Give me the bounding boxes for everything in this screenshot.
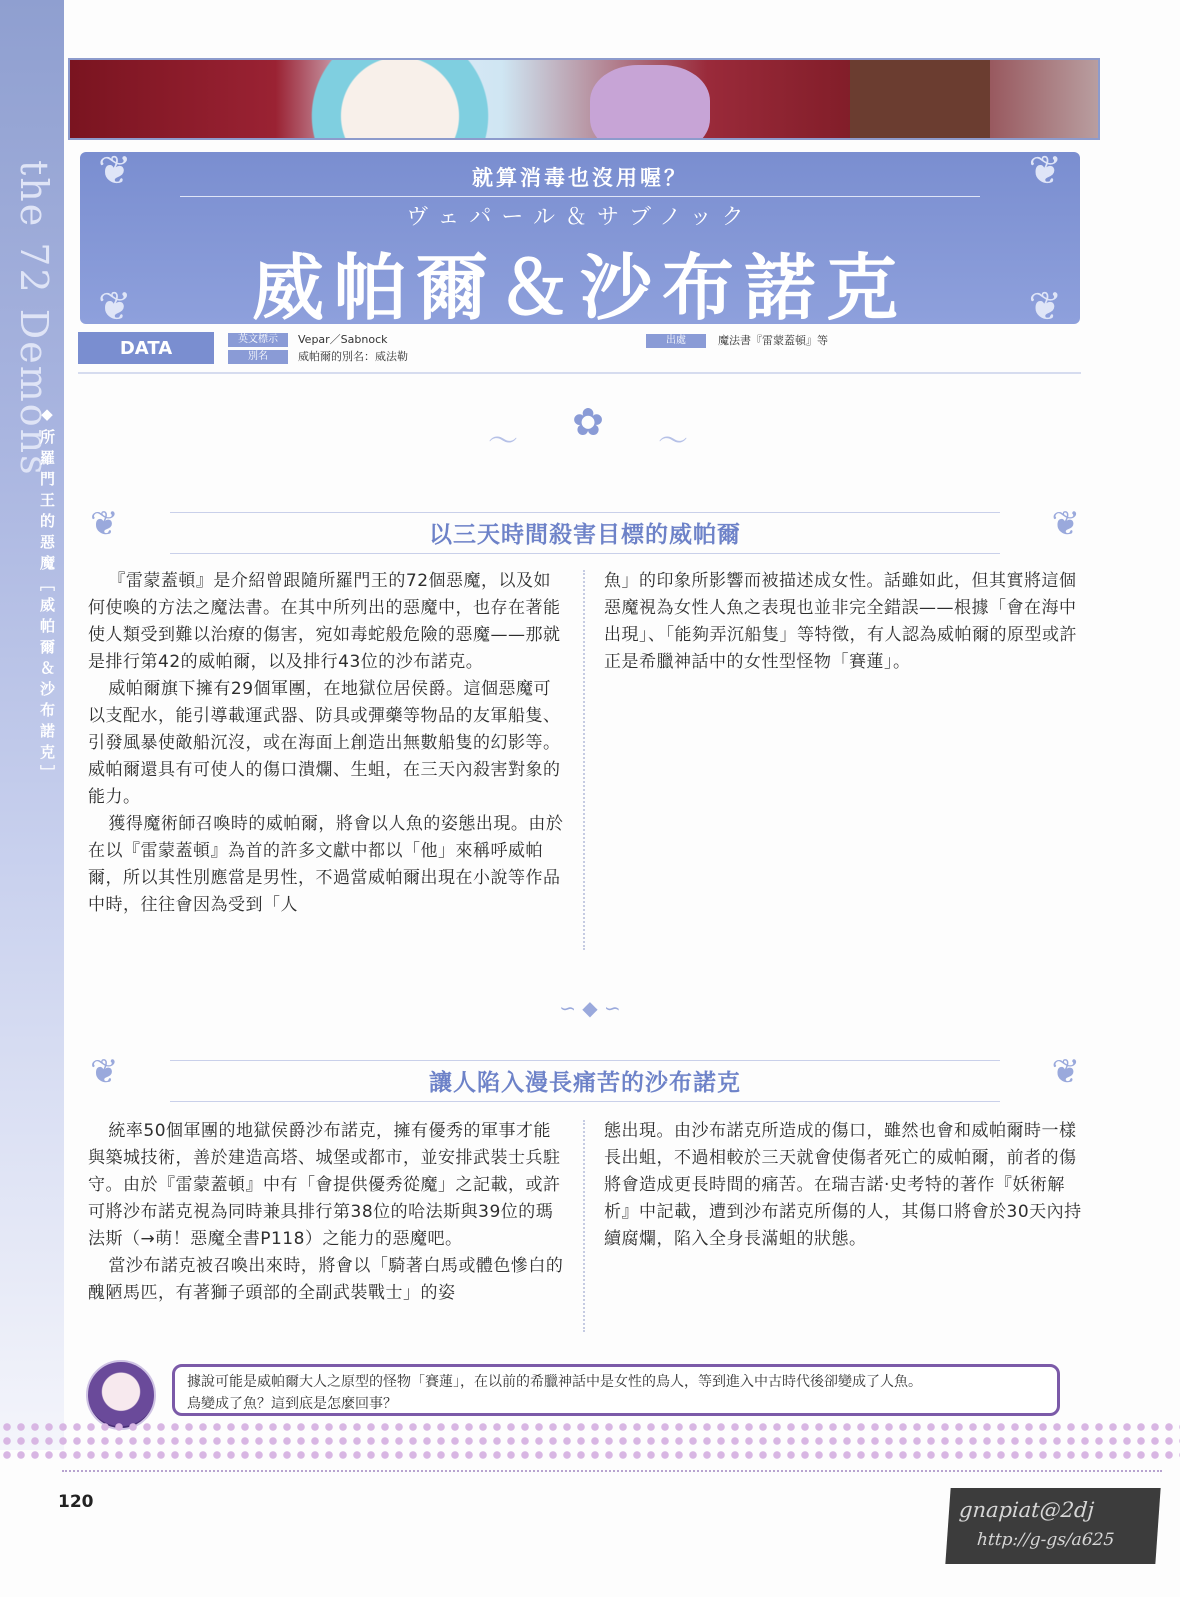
bubble-line-2: 鳥變成了魚？這到底是怎麼回事？ xyxy=(187,1396,397,1412)
paragraph: 『雷蒙蓋頓』是介紹曾跟隨所羅門王的72個惡魔，以及如何使喚的方法之魔法書。在其中所列出的惡魔中，也存在著能使人類受到難以治療的傷害，宛如毒蛇般危險的惡魔——那就是排行第42的威帕爾，以及排行43位的沙布諾克。 xyxy=(88,571,561,672)
diamond-ornament-icon: ∽ ◆ ∽ xyxy=(559,996,621,1020)
heading-rule xyxy=(170,553,1000,554)
section-2-left-column xyxy=(88,1118,566,1307)
watermark-text-2: http://g-gs/a625 xyxy=(976,1530,1115,1550)
page-number: 120 xyxy=(58,1492,94,1512)
character-face-art xyxy=(270,58,530,140)
heading-rule xyxy=(170,512,1000,513)
heading-rule xyxy=(170,1060,1000,1061)
column-divider xyxy=(583,570,585,950)
swirl-ornament-icon: ❦ xyxy=(98,148,132,194)
data-divider xyxy=(78,372,1081,374)
title-panel xyxy=(80,148,1080,330)
swirl-ornament-icon: ❦ xyxy=(1051,1052,1080,1092)
series-title: the 72 Demons xyxy=(12,160,56,477)
swirl-ornament-icon: ❦ xyxy=(98,284,132,330)
paragraph: 統率50個軍團的地獄侯爵沙布諾克，擁有優秀的軍事才能與築城技術，善於建造高塔、城堡或都市，並安排武裝士兵駐守。由於『雷蒙蓋頓』中有「會提供優秀從魔」之記載，或許可將沙布諾克視為同時兼具排行第38位的哈法斯與39位的瑪法斯（→萌！惡魔全書P118）之能力的惡魔吧。 xyxy=(88,1121,561,1249)
swirl-ornament-icon: ❦ xyxy=(1028,284,1062,330)
english-name-value: Vepar／Sabnock xyxy=(298,333,388,346)
data-tag: DATA xyxy=(78,332,214,364)
flower-ornament-icon: ～ ✿ ～ xyxy=(488,400,688,459)
section-2-right-column xyxy=(604,1118,1082,1253)
section-heading-2 xyxy=(90,1052,1080,1106)
source-label: 出處 xyxy=(646,334,706,348)
paragraph: 態出現。由沙布諾克所造成的傷口，雖然也會和威帕爾時一樣長出蛆，不過相較於三天就會使傷者死亡的威帕爾，前者的傷將會造成更長時間的痛苦。在瑞吉諾·史考特的著作『妖術解析』中記載，遭到沙布諾克所傷的人，其傷口將會於30天內持續腐爛，陷入全身長滿蛆的狀態。 xyxy=(604,1121,1082,1249)
title-kana: ヴェパール＆サブノック xyxy=(406,205,754,230)
section-1-left-column xyxy=(88,568,566,919)
paragraph: 獲得魔術師召喚時的威帕爾，將會以人魚的姿態出現。由於在以『雷蒙蓋頓』為首的許多文獻中都以「他」來稱呼威帕爾，所以其性別應當是男性，不過當威帕爾出現在小說等作品中時，往往會因為受到「人 xyxy=(88,814,564,915)
dotted-footer-band xyxy=(0,1420,1180,1464)
heading-rule xyxy=(170,1101,1000,1102)
page-title: 威帕爾＆沙布諾克 xyxy=(251,245,908,330)
swirl-ornament-icon: ❦ xyxy=(1028,148,1062,194)
section-1-title: 以三天時間殺害目標的威帕爾 xyxy=(429,522,741,548)
section-1-right-column xyxy=(604,568,1082,676)
chapter-label: ◆所羅門王的惡魔［威帕爾＆沙布諾克］ xyxy=(38,405,56,786)
swirl-ornament-icon: ❦ xyxy=(90,504,119,544)
english-name-label: 英文標示 xyxy=(228,333,288,347)
paragraph: 當沙布諾克被召喚出來時，將會以「騎著白馬或體色慘白的醜陋馬匹，有著獅子頭部的全副武裝戰士」的姿 xyxy=(88,1256,564,1303)
bottle-art xyxy=(590,65,710,140)
bubble-line-1: 據說可能是威帕爾大人之原型的怪物「賽蓮」，在以前的希臘神話中是女性的鳥人，等到進入中古時代後卻變成了人魚。 xyxy=(187,1374,922,1390)
alias-value: 威帕爾的別名：威法勒 xyxy=(298,350,408,363)
footer-rule xyxy=(62,1470,1162,1472)
section-2-title: 讓人陷入漫長痛苦的沙布諾克 xyxy=(429,1070,741,1096)
column-divider xyxy=(583,1120,585,1332)
title-divider xyxy=(180,196,980,197)
source-value: 魔法書『雷蒙蓋頓』等 xyxy=(718,334,828,347)
swirl-ornament-icon: ❦ xyxy=(90,1052,119,1092)
header-illustration xyxy=(68,58,1100,140)
section-heading-1 xyxy=(90,504,1080,558)
swirl-ornament-icon: ❦ xyxy=(1051,504,1080,544)
costume-art xyxy=(850,60,990,140)
scan-watermark xyxy=(945,1488,1160,1564)
speech-bubble xyxy=(172,1364,1060,1416)
paragraph: 威帕爾旗下擁有29個軍團，在地獄位居侯爵。這個惡魔可以支配水，能引導載運武器、防具或彈藥等物品的友軍船隻、引發風暴使敵船沉沒，或在海面上創造出無數船隻的幻影等。威帕爾還具有可使人的傷口潰爛、生蛆，在三天內殺害對象的能力。 xyxy=(88,679,561,807)
side-band xyxy=(0,0,64,1450)
alias-label: 別名 xyxy=(228,350,288,364)
article-subtitle: 就算消毒也沒用喔？ xyxy=(472,166,688,190)
paragraph: 魚」的印象所影響而被描述成女性。話雖如此，但其實將這個惡魔視為女性人魚之表現也並非完全錯誤——根據「會在海中出現」、「能夠弄沉船隻」等特徵，有人認為威帕爾的原型或許正是希臘神話中的女性型怪物「賽蓮」。 xyxy=(604,571,1077,672)
watermark-text-1: gnapiat@2dj xyxy=(958,1498,1095,1522)
